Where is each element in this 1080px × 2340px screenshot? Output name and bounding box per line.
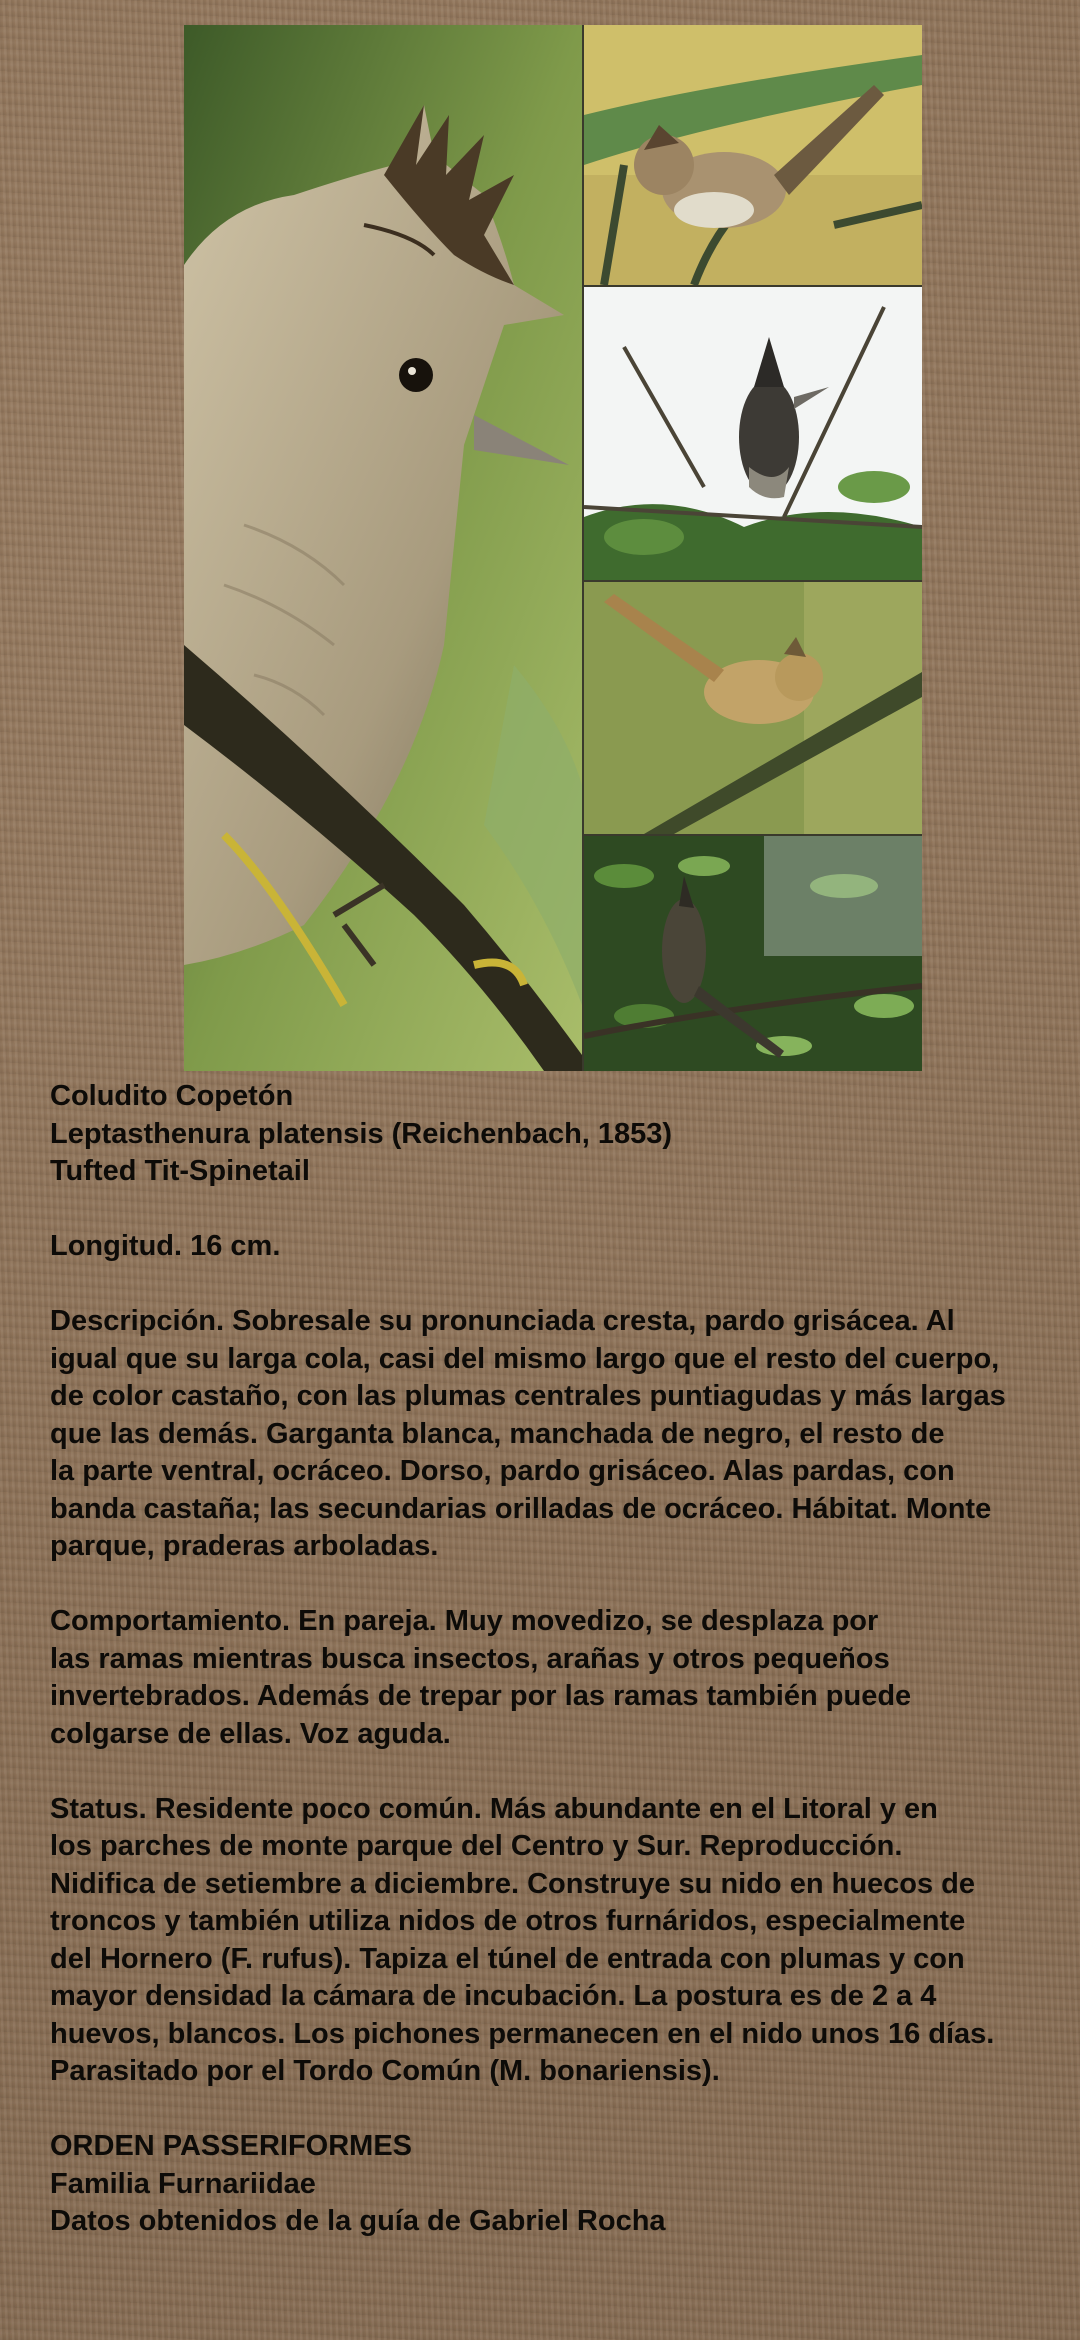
status-paragraph [50, 1791, 1050, 2091]
bird-photo-foliage[interactable] [584, 836, 922, 1071]
status-line: mayor densidad la cámara de incubación. La postura es de 2 a 4 [50, 1980, 937, 2012]
description-line: Descripción. Sobresale su pronunciada cresta, pardo grisácea. Al [50, 1305, 955, 1337]
order-label: ORDEN PASSERIFORMES [50, 2130, 413, 2162]
scientific-name: Leptasthenura platensis (Reichenbach, 1853) [50, 1117, 673, 1150]
description-line: igual que su larga cola, casi del mismo largo que el resto del cuerpo, [50, 1342, 1000, 1375]
description-line: que las demás. Garganta blanca, manchada de negro, el resto de [50, 1417, 945, 1450]
description-line: parque, praderas arboladas. [50, 1530, 439, 1562]
description-line: la parte ventral, ocráceo. Dorso, pardo grisáceo. Alas pardas, con [50, 1455, 955, 1487]
length-text: Longitud. 16 cm. [50, 1230, 281, 1262]
description-line: banda castaña; las secundarias orilladas de ocráceo. Hábitat. Monte [50, 1492, 992, 1525]
behavior-line: invertebrados. Además de trepar por las ramas también puede [50, 1680, 912, 1712]
status-line: troncos y también utiliza nidos de otros furnáridos, especialmente [50, 1905, 966, 1937]
common-name: Coludito Copetón [50, 1080, 294, 1112]
behavior-paragraph [50, 1603, 1050, 1753]
photo-collage [184, 25, 922, 1071]
behavior-line: Comportamiento. En pareja. Muy movedizo, se desplaza por [50, 1605, 879, 1637]
status-line: Nidifica de setiembre a diciembre. Construye su nido en huecos de [50, 1867, 976, 1900]
status-line: los parches de monte parque del Centro y Sur. Reproducción. [50, 1830, 903, 1862]
status-line: huevos, blancos. Los pichones permanecen en el nido unos 16 días. [50, 2017, 995, 2050]
species-info [50, 1078, 1050, 2241]
description-line: de color castaño, con las plumas centrales puntiagudas y más largas [50, 1380, 1006, 1412]
english-name: Tufted Tit-Spinetail [50, 1155, 310, 1187]
bird-photo-sky[interactable] [584, 287, 922, 580]
status-line: del Hornero (F. rufus). Tapiza el túnel de entrada con plumas y con [50, 1942, 965, 1975]
family-label: Familia Furnariidae [50, 2167, 316, 2200]
bird-photo-branch[interactable] [584, 25, 922, 285]
status-line: Status. Residente poco común. Más abundante en el Litoral y en [50, 1792, 938, 1825]
bird-photo-main[interactable] [184, 25, 582, 1071]
behavior-line: las ramas mientras busca insectos, arañas y otros pequeños [50, 1642, 890, 1675]
description-paragraph [50, 1303, 1050, 1566]
bird-photo-green[interactable] [584, 582, 922, 834]
behavior-line: colgarse de ellas. Voz aguda. [50, 1717, 451, 1750]
source-credit: Datos obtenidos de la guía de Gabriel Rocha [50, 2205, 666, 2237]
status-line: Parasitado por el Tordo Común (M. bonariensis). [50, 2055, 720, 2087]
